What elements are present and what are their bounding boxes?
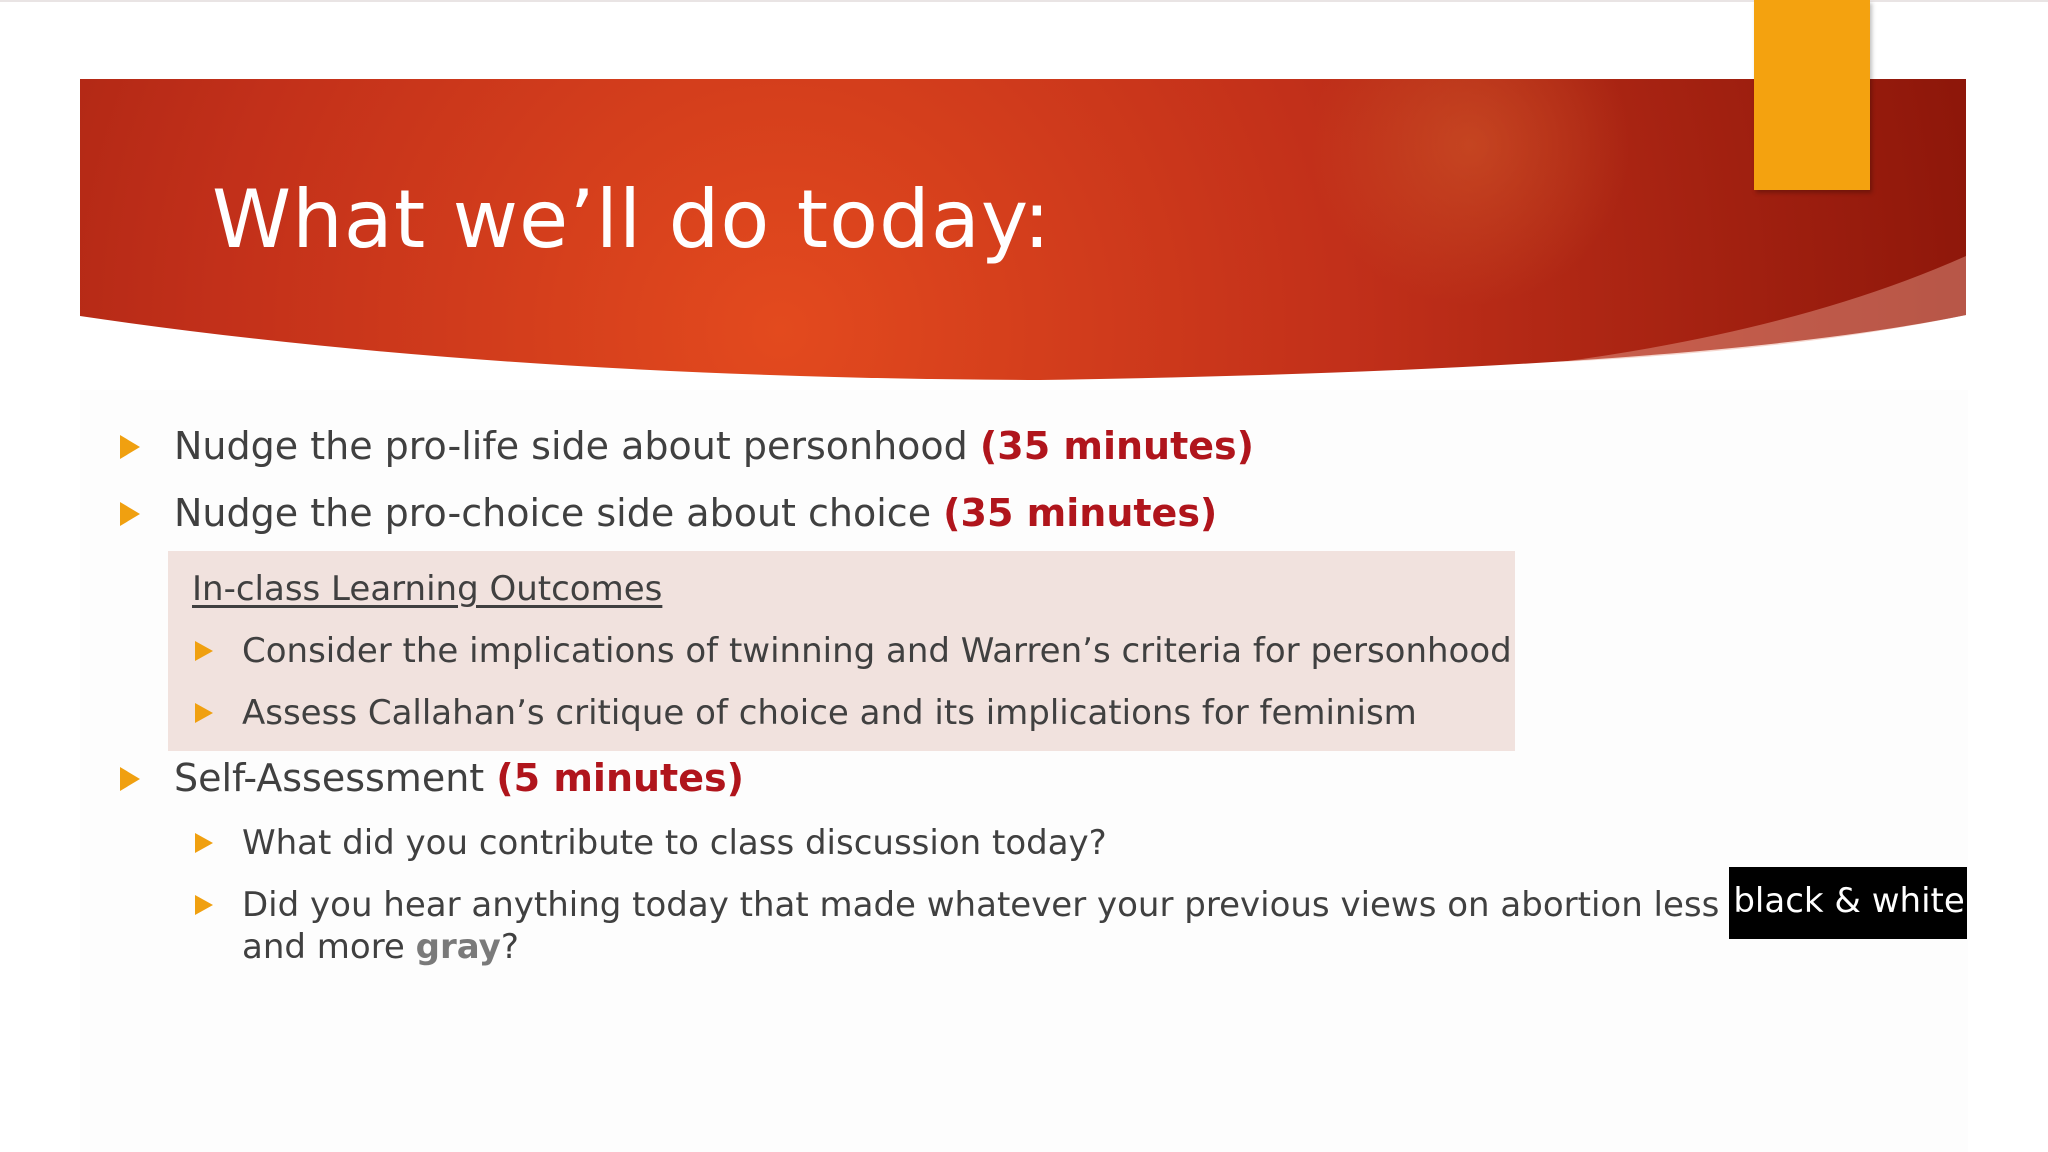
self-assessment-question-continued	[242, 925, 519, 969]
self-assessment-time: (5 minutes)	[496, 756, 744, 800]
agenda-item	[174, 489, 1217, 537]
self-assessment-question: What did you contribute to class discussion today?	[242, 823, 1107, 863]
agenda-item-text: Nudge the pro-life side about personhood	[174, 424, 968, 468]
agenda-item-text: Nudge the pro-choice side about choice	[174, 491, 932, 535]
bullet-arrow-icon	[195, 833, 213, 853]
gray-word: gray	[415, 927, 501, 967]
learning-outcome-item: Consider the implications of twinning and Warren’s criteria for personhood	[242, 631, 1512, 671]
agenda-item-time: (35 minutes)	[943, 491, 1218, 535]
bullet-arrow-icon	[195, 703, 213, 723]
learning-outcome-item: Assess Callahan’s critique of choice and its implications for feminism	[242, 693, 1417, 733]
bullet-arrow-icon	[195, 641, 213, 661]
slide-title: What we’ll do today:	[212, 173, 1052, 266]
question-mark: ?	[500, 927, 519, 967]
accent-tab	[1754, 0, 1870, 190]
bullet-arrow-icon	[195, 895, 213, 915]
agenda-item	[174, 422, 1254, 470]
black-and-white-highlight: black & white	[1729, 867, 1966, 939]
question-text: Did you hear anything today that made whatever your previous views on abortion less	[242, 885, 1720, 925]
bullet-arrow-icon	[120, 435, 140, 459]
self-assessment-text: Self-Assessment	[174, 756, 485, 800]
learning-outcomes-heading: In-class Learning Outcomes	[192, 569, 663, 609]
question-text: and more	[242, 927, 405, 967]
bullet-arrow-icon	[120, 767, 140, 791]
bullet-arrow-icon	[120, 502, 140, 526]
agenda-item-time: (35 minutes)	[979, 424, 1255, 468]
self-assessment-item	[174, 754, 744, 802]
